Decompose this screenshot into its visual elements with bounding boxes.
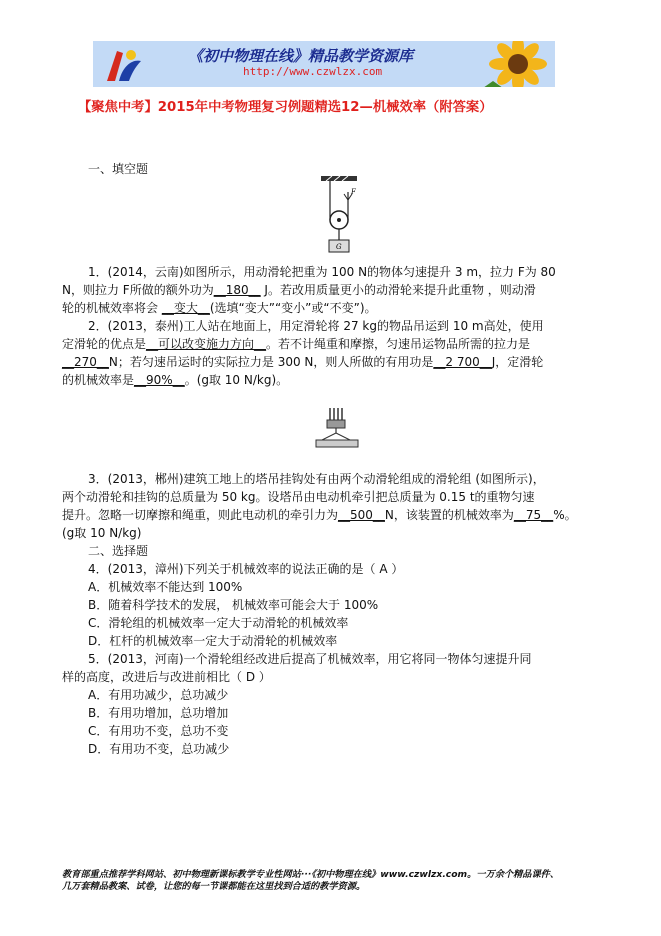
q4-stem: 4．(2013，漳州)下列关于机械效率的说法正确的是（ A ） [88,562,404,576]
header-banner [93,41,555,87]
q2-answer1: __可以改变施力方向__ [146,337,267,351]
page-footer [62,869,559,893]
q4-option-c: C．滑轮组的机械效率一定大于动滑轮的机械效率 [88,616,349,630]
section-fill-blank-heading: 一、填空题 [88,162,149,176]
q1-line2: N，则拉力 F所做的额外功为__180__ J。若改用质量更小的动滑轮来提升此重物 ，则动滑 [62,283,536,297]
banner-title: 《初中物理在线》精品教学资源库 [188,47,414,65]
q2-answer2: __270__ [62,355,109,369]
q1-line1: 1．(2014，云南)如图所示，用动滑轮把重为 100 N的物体匀速提升 3 m，拉力 F为 80 [88,265,556,279]
q2-line2: 定滑轮的优点是__可以改变施力方向__。若不计绳重和摩擦，匀速吊运物品所需的拉力是 [62,337,531,351]
q3-answer2: __75__ [513,508,554,522]
weight-label: G [336,243,342,251]
q5-option-c: C．有用功不变，总功不变 [88,724,229,738]
q5-option-b: B．有用功增加，总功增加 [88,706,229,720]
q3-line2: 两个动滑轮和挂钩的总质量为 50 kg。设塔吊由电动机牵引把总质量为 0.15 t的重物匀速 [62,490,535,504]
crane-pulley-figure [314,408,360,450]
site-logo-icon [101,45,145,85]
footer-line1: 教育部重点推荐学科网站、初中物理新课标教学专业性网站···《初中物理在线》www.czwlzx.com。一万余个精品课件、 [62,869,560,880]
q3-line1: 3．(2013，郴州)建筑工地上的塔吊挂钩处有由两个动滑轮组成的滑轮组 (如图所示)， [88,472,545,486]
q3-answer1: __500__ [338,508,385,522]
q5-option-a: A．有用功减少，总功减少 [88,688,229,702]
movable-pulley-figure [318,174,368,258]
q3-line4: (g取 10 N/kg) [62,526,142,540]
footer-line2: 几万套精品教案、试卷，让您的每一节课都能在这里找到合适的教学资源。 [62,881,366,892]
q2-answer3: __2 700__ [433,355,492,369]
q4-option-d: D．杠杆的机械效率一定大于动滑轮的机械效率 [88,634,338,648]
document-title: 【聚焦中考】2015年中考物理复习例题精选12—机械效率（附答案） [78,100,493,115]
q3-line3: 提升。忽略一切摩擦和绳重，则此电动机的牵引力为__500__N，该装置的机械效率为__75__%。 [62,508,577,522]
q5-stem-line2: 样的高度，改进后与改进前相比（ D ） [62,670,271,684]
q4-option-a: A．机械效率不能达到 100% [88,580,243,594]
q2-line3: __270__N；若匀速吊运时的实际拉力是 300 N，则人所做的有用功是__2 700__J，定滑轮 [62,355,544,369]
q2-line4: 的机械效率是__90%__。(g取 10 N/kg)。 [62,373,289,387]
section-choice-heading: 二、选择题 [88,544,149,558]
q5-stem-line1: 5．(2013，河南)一个滑轮组经改进后提高了机械效率，用它将同一物体匀速提升同 [88,652,532,666]
q2-line1: 2．(2013，泰州)工人站在地面上，用定滑轮将 27 kg的物品吊运到 10 m高处，使用 [88,319,544,333]
sunflower-icon [473,41,555,87]
q1-answer1: __180__ [213,283,261,297]
q1-line3: 轮的机械效率将会 __变大__(选填“变大”“变小”或“不变”)。 [62,301,377,315]
q5-option-d: D．有用功不变，总功减少 [88,742,230,756]
q2-answer4: __90%__ [134,373,185,387]
banner-url[interactable]: http://www.czwlzx.com [243,65,383,78]
q1-answer2: __变大__ [161,301,210,315]
force-label: F [351,188,356,196]
q4-option-b: B．随着科学技术的发展， 机械效率可能会大于 100% [88,598,379,612]
